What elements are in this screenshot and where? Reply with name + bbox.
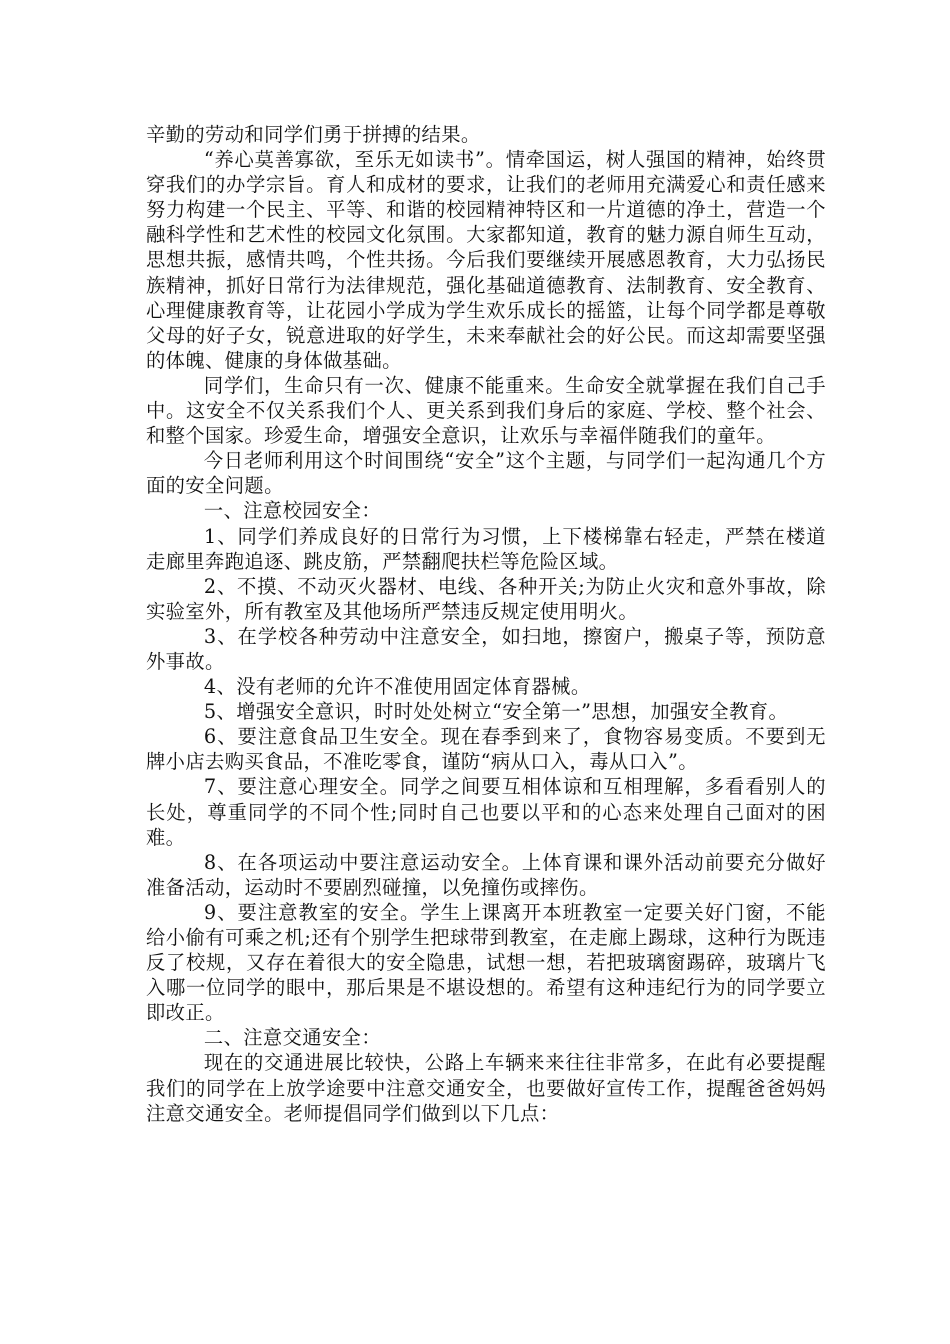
list-item-2: 2、不摸、不动灭火器材、电线、各种开关;为防止火灾和意外事故，除实验室外，所有教室及其他场所严禁违反规定使用明火。 — [146, 574, 826, 623]
list-item-4: 4、没有老师的允许不准使用固定体育器械。 — [203, 675, 591, 699]
paragraph-continuation: 辛勤的劳动和同学们勇于拼搏的结果。 — [146, 123, 481, 146]
paragraph-topic-intro: 今日老师利用这个时间围绕“安全”这个主题，与同学们一起沟通几个方面的安全问题。 — [146, 449, 826, 498]
paragraph-traffic-intro: 现在的交通进展比较快，公路上车辆来来往往非常多，在此有必要提醒我们的同学在上放学途要中注意交通安全，也要做好宣传工作，提醒爸爸妈妈注意交通安全。老师提倡同学们做到以下几点： — [146, 1051, 826, 1125]
list-item-6: 6、要注意食品卫生安全。现在春季到来了，食物容易变质。不要到无牌小店去购买食品，不准吃零食，谨防“病从口入，毒从口入”。 — [146, 725, 826, 774]
list-item-7: 7、要注意心理安全。同学之间要互相体谅和互相理解，多看看别人的长处，尊重同学的不同个性;同时自己也要以平和的心态来处理自己面对的困难。 — [146, 775, 826, 849]
list-item-8: 8、在各项运动中要注意运动安全。上体育课和课外活动前要充分做好准备活动，运动时不要剧烈碰撞，以免撞伤或摔伤。 — [146, 850, 826, 899]
list-item-1: 1、同学们养成良好的日常行为习惯，上下楼梯靠右轻走，严禁在楼道走廊里奔跑追逐、跳皮筋，严禁翻爬扶栏等危险区域。 — [146, 524, 826, 573]
section-heading-campus-safety: 一、注意校园安全： — [203, 499, 382, 523]
paragraph-reading-quote: “养心莫善寡欲，至乐无如读书”。情牵国运，树人强国的精神，始终贯穿我们的办学宗旨。育人和成材的要求，让我们的老师用充满爱心和责任感来努力构建一个民主、平等、和谐的校园精神特区和一片道德的净土，营造一个融科学性和艺术性的校园文化氛围。大家都知道，教育的魅力源自师生互动，思想共振，感情共鸣，个性共扬。今后我们要继续开展感恩教育，大力弘扬民族精神，抓好日常行为法律规范，强化基础道德教育、法制教育、安全教育、心理健康教育等，让花园小学成为学生欢乐成长的摇篮，让每个同学都是尊敬父母的好子女，锐意进取的好学生，未来奉献社会的好公民。而这却需要坚强的体魄、健康的身体做基础。 — [146, 148, 826, 372]
section-heading-traffic-safety: 二、注意交通安全： — [203, 1026, 382, 1050]
paragraph-life-safety: 同学们，生命只有一次、健康不能重来。生命安全就掌握在我们自己手中。这安全不仅关系我们个人、更关系到我们身后的家庭、学校、整个社会、和整个国家。珍爱生命，增强安全意识，让欢乐与幸福伴随我们的童年。 — [146, 373, 826, 448]
list-item-5: 5、增强安全意识，时时处处树立“安全第一”思想，加强安全教育。 — [203, 700, 789, 724]
list-item-3: 3、在学校各种劳动中注意安全，如扫地，擦窗户，搬桌子等，预防意外事故。 — [146, 624, 826, 673]
list-item-9: 9、要注意教室的安全。学生上课离开本班教室一定要关好门窗，不能给小偷有可乘之机;还有个别学生把球带到教室，在走廊上踢球，这种行为既违反了校规，又存在着很大的安全隐患，试想一想，若把玻璃窗踢碎，玻璃片飞入哪一位同学的眼中，那后果是不堪设想的。希望有这种违纪行为的同学要立即改正。 — [146, 900, 826, 1025]
document-page — [146, 122, 826, 1126]
